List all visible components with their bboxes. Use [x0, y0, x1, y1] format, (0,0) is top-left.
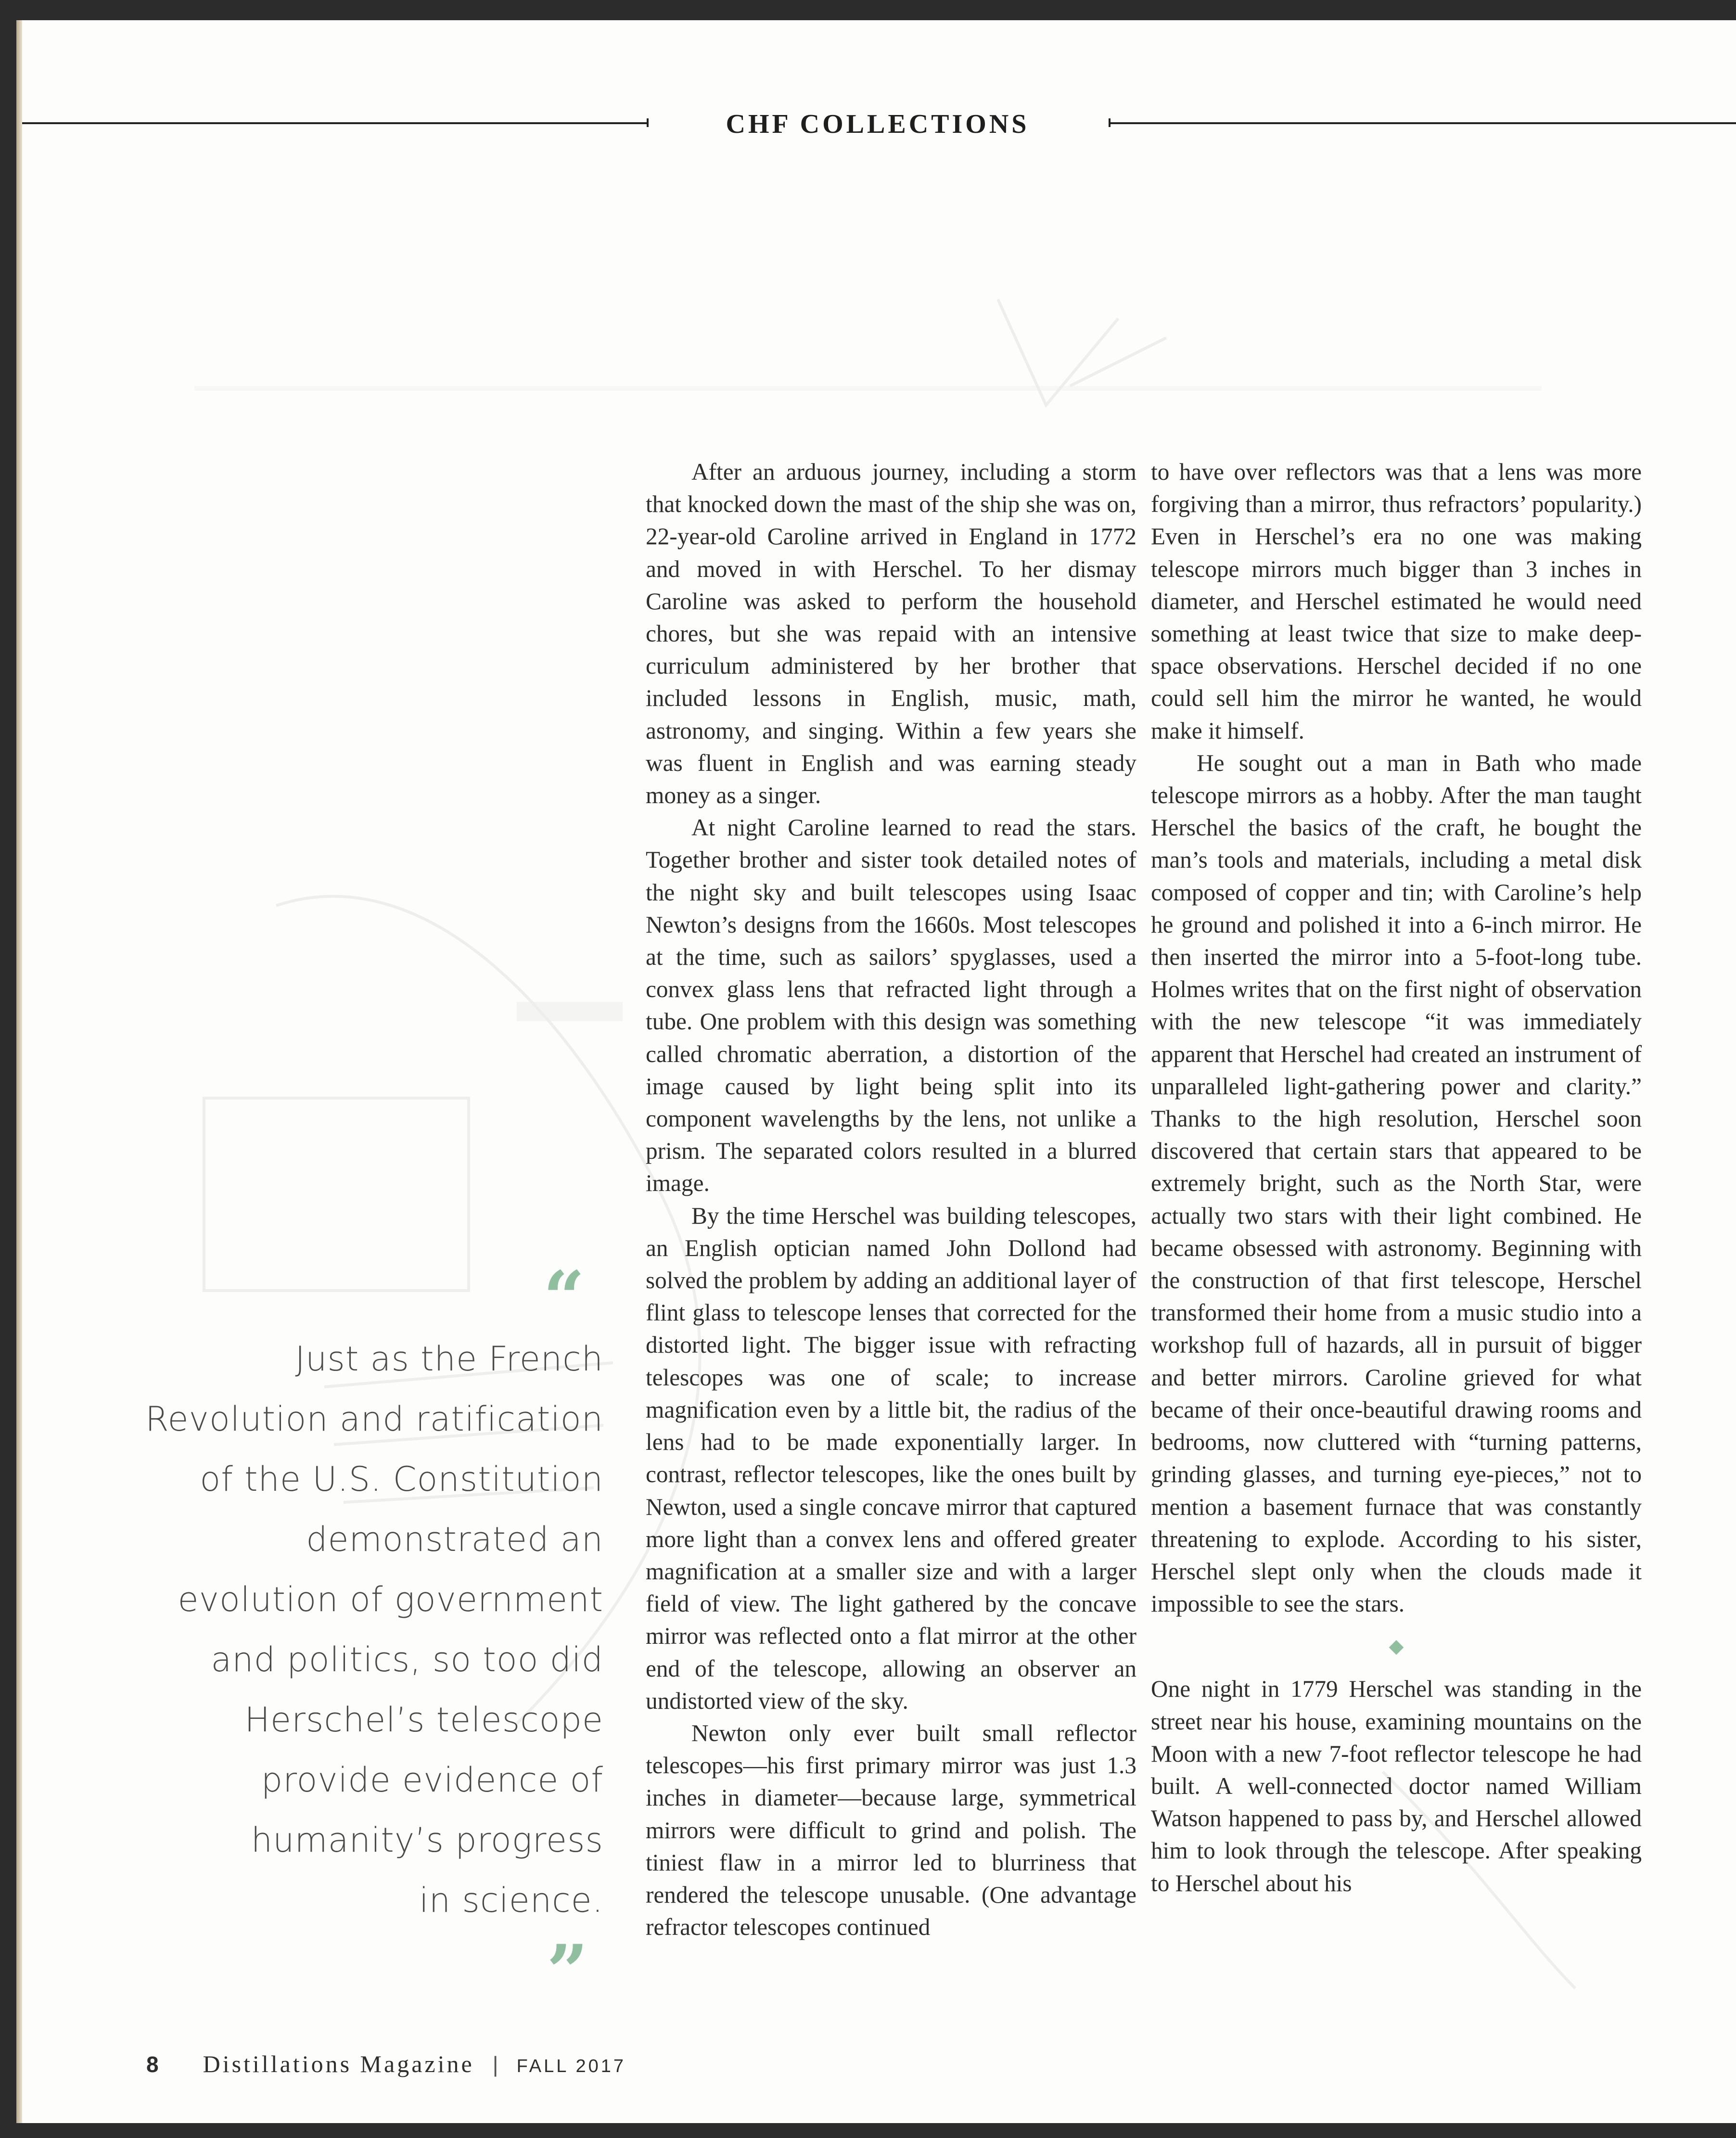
body-column-2: [1151, 456, 1642, 1899]
open-quote-mark: “: [543, 1255, 585, 1340]
page-gutter-edge: [16, 20, 22, 2123]
magazine-page: [16, 20, 1736, 2123]
pull-quote-line: humanity’s progress: [251, 1820, 603, 1860]
header-rule-tick-left: [647, 118, 649, 127]
pull-quote-line: provide evidence of: [261, 1760, 603, 1800]
body-paragraph: One night in 1779 Herschel was standing in the street near his house, examining mountains on the Moon with a new 7-foot reflector telescope he had built. A well-connected doctor named William Watson happened to pass by, and Herschel allowed him to look through the telescope. After speaking to Herschel about his: [1151, 1676, 1642, 1896]
page-number: 8: [146, 2052, 159, 2077]
body-column-1: [646, 456, 1136, 1943]
body-paragraph: Newton only ever built small reflector telescopes—his first primary mirror was just 1.3 inches in diameter—because large, symmetrical mirrors were difficult to grind and polish. The tiniest flaw in a mirror led to blurriness that rendered the telescope unusable. (One advantage refractor telescopes continued: [646, 1719, 1136, 1941]
pull-quote-line: evolution of government: [178, 1580, 603, 1619]
pull-quote-line: Herschel’s telescope: [244, 1700, 603, 1740]
header-rule-left: [22, 122, 648, 124]
footer-separator: |: [492, 2052, 498, 2077]
header-rule-right: [1109, 122, 1736, 124]
body-paragraph: By the time Herschel was building telescopes, an English optician named John Dollond had solved the problem by adding an additional layer of flint glass to telescope lenses that corrected for the distorted light. The bigger issue with refracting telescopes was one of scale; to increase magnification even by a little bit, the radius of the lens had to be made exponentially larger. In contrast, reflector telescopes, like the ones built by Newton, used a single concave mirror that captured more light than a convex lens and offered greater magnification at a smaller size and with a larger field of view. The light gathered by the concave mirror was reflected onto a flat mirror at the other end of the telescope, allowing an observer an undistorted view of the sky.: [646, 1202, 1136, 1714]
pull-quote-line: of the U.S. Constitution: [200, 1459, 603, 1499]
magazine-name: Distillations Magazine: [203, 2050, 474, 2077]
pull-quote-line: in science.: [419, 1881, 603, 1920]
section-break-diamond-icon: ◆: [1389, 1635, 1404, 1658]
close-quote-mark: ”: [547, 1929, 588, 2014]
pull-quote-line: demonstrated an: [306, 1520, 603, 1559]
pull-quote-line: Just as the French: [295, 1339, 603, 1379]
pull-quote: [113, 1329, 603, 1931]
pull-quote-line: Revolution and ratification: [145, 1399, 603, 1439]
section-title: CHF COLLECTIONS: [726, 109, 1030, 139]
body-paragraph: After an arduous journey, including a storm that knocked down the mast of the ship she was on, 22-year-old Caroline arrived in England in 1772 and moved in with Herschel. To her dismay Caroline was asked to perform the household chores, but she was repaid with an intensive curriculum administered by her brother that included lessons in English, music, math, astronomy, and singing. Within a few years she was fluent in English and was earning steady money as a singer.: [646, 459, 1136, 809]
body-paragraph: At night Caroline learned to read the stars. Together brother and sister took detailed notes of the night sky and built telescopes using Isaac Newton’s designs from the 1660s. Most telescopes at the time, such as sailors’ spyglasses, used a convex glass lens that refracted light through a tube. One problem with this design was something called chromatic aberration, a distortion of the image caused by light being split into its component wavelengths by the lens, not unlike a prism. The separated colors resulted in a blurred image.: [646, 814, 1136, 1197]
page-footer: [146, 2050, 626, 2079]
issue-date: FALL 2017: [516, 2056, 626, 2076]
body-paragraph: He sought out a man in Bath who made telescope mirrors as a hobby. After the man taught Herschel the basics of the craft, he bought the man’s tools and materials, including a metal disk composed of copper and tin; with Caroline’s help he ground and polished it into a 6-inch mirror. He then inserted the mirror into a 5-foot-long tube. Holmes writes that on the first night of observation with the new telescope “it was immediately apparent that Herschel had created an instrument of unparalleled light-gathering power and clarity.” Thanks to the high resolution, Herschel soon discovered that certain stars that appeared to be extremely bright, such as the North Star, were actually two stars with their light combined. He became obsessed with astronomy. Beginning with the construction of that first telescope, Herschel transformed their home from a music studio into a workshop full of hazards, all in pursuit of bigger and better mirrors. Caroline grieved for what became of their once-beautiful drawing rooms and bedrooms, now cluttered with “turning patterns, grinding glasses, and turning eye-pieces,” not to mention a basement furnace that was constantly threatening to explode. According to his sister, Herschel slept only when the clouds made it impossible to see the stars.: [1151, 749, 1642, 1617]
body-paragraph-continued: to have over reflectors was that a lens was more forgiving than a mirror, thus refractors’ popularity.) Even in Herschel’s era no one was making telescope mirrors much bigger than 3 inches in diameter, and Herschel estimated he would need something at least twice that size to make deep-space observations. Herschel decided if no one could sell him the mirror he wanted, he would make it himself.: [1151, 459, 1642, 744]
pull-quote-line: and politics, so too did: [211, 1640, 603, 1679]
